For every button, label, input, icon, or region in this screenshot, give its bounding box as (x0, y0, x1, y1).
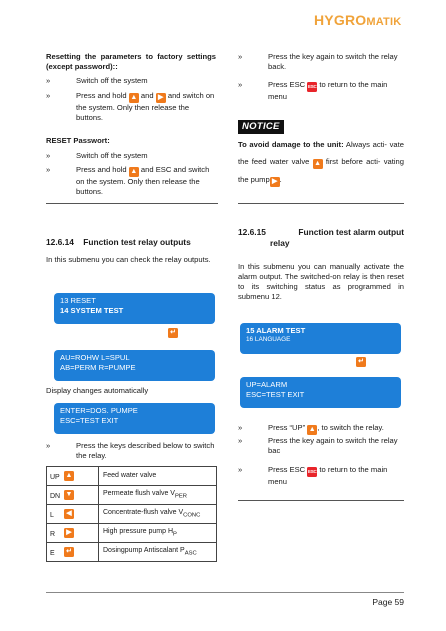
table-row: R ▶ High pressure pump $H_P$ (47, 524, 217, 543)
arrow-down-icon: ▼ (65, 491, 73, 498)
section-heading: 12.6.15 Function test alarm output relay (238, 227, 404, 248)
warning-text: To avoid damage to the unit: Always acti- vate the feed water valve ▲ first before acti- vating the pump ▶ . (238, 140, 404, 185)
reset-heading: Resetting the parameters to factory settings (except password):: (46, 52, 216, 71)
list-item: » Press the keys described below to switch the relay. (46, 441, 215, 460)
list-item: » Press the key again to switch the relay back. (238, 52, 398, 71)
section-intro: In this submenu you can check the relay outputs. (46, 255, 211, 264)
lcd-display-alarm: UP=ALARM ESC=TEST EXIT (240, 377, 401, 408)
table-row: L ◀ Concentrate-flush valve $V_{CONC}$ (47, 505, 217, 524)
lcd-display-menu: 15 ALARM TEST 16 LANGUAGE (240, 323, 401, 354)
key-function-table (46, 466, 217, 562)
list-item: » Press and hold ▲ and ESC and switch on the system. Only then release the buttons. (46, 165, 210, 196)
table-row: DN ▼ Permeate flush valve $V_{PER}$ (47, 486, 217, 505)
arrow-left-icon: ◀ (64, 509, 74, 519)
section-intro: In this submenu you can manually activate the alarm output. The switched-on relay is then reset to its switching status as programmed in submenu 12. (238, 262, 404, 301)
display-note: Display changes automatically (46, 386, 149, 395)
lcd-display-menu: 13 RESET 14 SYSTEM TEST (54, 293, 215, 324)
divider (238, 203, 404, 204)
list-item: » Press “UP” ▲ , to switch the relay. (238, 423, 384, 433)
arrow-right-icon: ▶ (270, 177, 280, 187)
arrow-up-icon: ▲ (65, 472, 73, 479)
arrow-right-icon: ▶ (64, 528, 74, 538)
list-item: » Press the key again to switch the relay bac (238, 436, 398, 455)
arrow-right-icon: ▶ (156, 93, 166, 103)
divider (238, 500, 404, 501)
footer-divider (46, 592, 404, 593)
notice-badge: NOTICE (238, 120, 284, 134)
section-heading: 12.6.14 Function test relay outputs (46, 237, 191, 247)
arrow-up-icon: ▲ (130, 94, 138, 101)
lcd-display-enter: ENTER=DOS. PUMPE ESC=TEST EXIT (54, 403, 215, 434)
list-item: » Press ESC ESC to return to the main menu (238, 80, 388, 101)
brand-logo: HYGROMATIK (314, 12, 402, 28)
page-number: Page 59 (372, 597, 404, 607)
list-item: » Press ESC ESC to return to the main menu (238, 465, 388, 486)
arrow-up-icon: ▲ (314, 160, 322, 168)
lcd-display-test: AU=ROHW L=SPUL AB=PERM R=PUMPE (54, 350, 215, 381)
list-item: » Switch off the system (46, 76, 148, 85)
esc-key-icon: ESC (307, 467, 317, 477)
arrow-up-icon: ▲ (308, 426, 316, 433)
enter-icon: ↵ (356, 357, 366, 367)
arrow-up-icon: ▲ (130, 168, 138, 175)
table-row: E ↵ Dosingpump Antiscalant $P_{ASC}$ (47, 543, 217, 562)
table-row: UP ▲ Feed water valve (47, 467, 217, 486)
list-item: » Press and hold ▲ and ▶ and switch on the system. Only then release the buttons. (46, 91, 215, 122)
divider (46, 203, 218, 204)
enter-icon: ↵ (168, 328, 178, 338)
enter-icon: ↵ (64, 547, 74, 557)
password-reset-heading: RESET Passwort: (46, 136, 110, 145)
list-item: » Switch off the system (46, 151, 148, 160)
esc-key-icon: ESC (307, 82, 317, 92)
